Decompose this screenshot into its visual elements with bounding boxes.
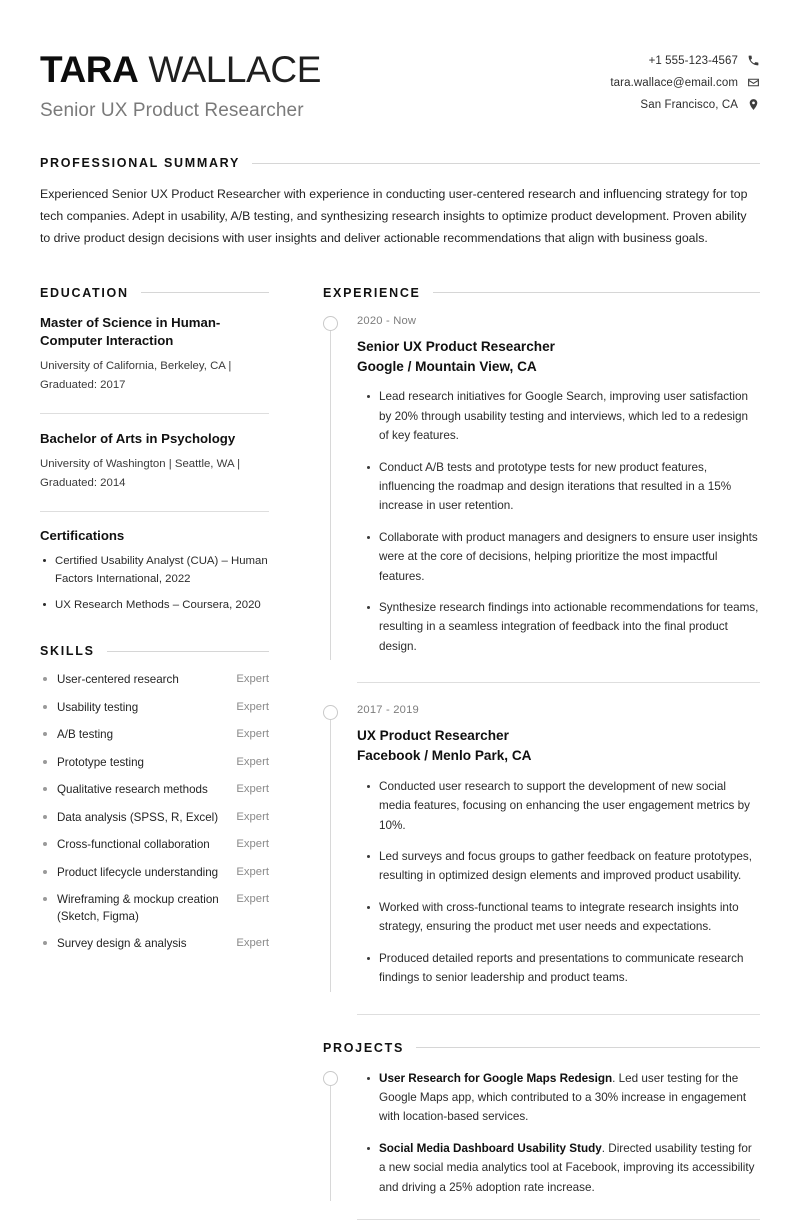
header-job-title: Senior UX Product Researcher — [40, 100, 304, 122]
skill-level: Expert — [236, 810, 269, 823]
sidebar-divider — [40, 511, 269, 512]
skill-item — [40, 782, 269, 798]
contact-email-value: tara.wallace@email.com — [610, 76, 738, 89]
skill-item — [40, 672, 269, 688]
projects-heading — [323, 1041, 760, 1055]
skill-name: Survey design & analysis — [40, 936, 226, 952]
skill-item — [40, 936, 269, 952]
timeline-marker-icon — [323, 1071, 338, 1086]
project-description: . Directed usability testing for a new social media analytics tool at Facebook, improving its accessibility and driving a 25% adoption rate increase. — [379, 1141, 755, 1194]
experience-divider — [357, 682, 760, 683]
certifications-list — [40, 552, 269, 614]
project-item — [379, 1069, 760, 1127]
last-name: WALLACE — [148, 49, 321, 90]
timeline-marker-icon — [323, 316, 338, 331]
contact-location[interactable] — [610, 98, 760, 111]
experience-bullets — [357, 387, 760, 656]
timeline-line — [330, 1071, 331, 1202]
projects-list — [357, 1069, 760, 1198]
skills-heading — [40, 644, 269, 658]
skills-section — [40, 644, 269, 952]
certification-item: Certified Usability Analyst (CUA) – Human Factors International, 2022 — [40, 552, 269, 588]
sidebar-divider — [40, 413, 269, 414]
main-column — [285, 286, 760, 1220]
experience-role: Senior UX Product Researcher — [357, 338, 555, 354]
experience-bullet: Lead research initiatives for Google Search, improving user satisfaction by 20% through usability testing and interviews, which led to a redesign of key features. — [379, 387, 760, 445]
resume-header — [40, 40, 760, 122]
skill-level: Expert — [236, 893, 269, 906]
skill-level: Expert — [236, 700, 269, 713]
skill-level: Expert — [236, 865, 269, 878]
skill-level: Expert — [236, 755, 269, 768]
skill-level: Expert — [236, 838, 269, 851]
contact-list — [610, 48, 760, 111]
sidebar-column — [40, 286, 285, 953]
skill-level: Expert — [236, 783, 269, 796]
project-name: Social Media Dashboard Usability Study — [379, 1141, 602, 1155]
experience-bullet: Worked with cross-functional teams to integrate research insights into strategy, ensuring the product met user needs and expectations. — [379, 898, 760, 937]
education-degree: Bachelor of Arts in Psychology — [40, 431, 236, 447]
skill-item — [40, 727, 269, 743]
experience-bullet: Collaborate with product managers and designers to ensure user insights were at the core of decisions, helping prioritize the most impactful features. — [379, 528, 760, 586]
education-item — [40, 314, 269, 396]
summary-heading — [40, 156, 760, 170]
experience-bullets — [357, 777, 760, 988]
projects-heading-label: PROJECTS — [323, 1040, 404, 1055]
skill-item — [40, 892, 269, 925]
contact-location-value: San Francisco, CA — [640, 98, 738, 111]
projects-entry — [323, 1069, 760, 1202]
education-graduated: Graduated: 2017 — [40, 378, 126, 391]
professional-summary-section — [40, 156, 760, 250]
contact-phone-value: +1 555-123-4567 — [648, 54, 738, 67]
summary-heading-label: PROFESSIONAL SUMMARY — [40, 156, 240, 171]
experience-timeline — [323, 314, 760, 1015]
timeline-marker-icon — [323, 705, 338, 720]
heading-rule — [416, 1047, 760, 1048]
education-section — [40, 286, 269, 615]
skill-item — [40, 700, 269, 716]
full-name — [40, 50, 321, 89]
skill-level: Expert — [236, 936, 269, 949]
skill-name: Usability testing — [40, 700, 226, 716]
heading-rule — [252, 163, 760, 164]
skill-level: Expert — [236, 728, 269, 741]
heading-rule — [141, 292, 269, 293]
education-degree: Master of Science in Human-Computer Interaction — [40, 314, 221, 349]
skill-name: Cross-functional collaboration — [40, 837, 226, 853]
certification-item: UX Research Methods – Coursera, 2020 — [40, 596, 269, 614]
experience-entry — [323, 703, 760, 991]
certifications-block — [40, 528, 269, 614]
experience-bullet: Conduct A/B tests and prototype tests for new product features, influencing the roadmap and design iterations that resulted in a 15% increase in user retention. — [379, 458, 760, 516]
experience-section — [323, 286, 760, 1015]
skill-name: Data analysis (SPSS, R, Excel) — [40, 810, 226, 826]
experience-heading — [323, 286, 760, 300]
experience-entry — [323, 314, 760, 660]
experience-bullet: Synthesize research findings into actionable recommendations for teams, resulting in a seamless integration of feedback into the final product design. — [379, 598, 760, 656]
name-block — [40, 48, 321, 122]
timeline-line — [330, 316, 331, 660]
experience-bullet: Conducted user research to support the development of new social media features, focusing on enhancing the user engagement metrics by 10%. — [379, 777, 760, 835]
envelope-icon — [747, 76, 760, 89]
contact-phone[interactable] — [610, 54, 760, 67]
skill-name: Wireframing & mockup creation (Sketch, Figma) — [40, 892, 226, 925]
projects-timeline — [323, 1069, 760, 1220]
first-name: TARA — [40, 49, 139, 90]
skill-name: Product lifecycle understanding — [40, 865, 226, 881]
skill-item — [40, 837, 269, 853]
skill-item — [40, 865, 269, 881]
experience-role: UX Product Researcher — [357, 728, 509, 744]
heading-rule — [107, 651, 269, 652]
education-item — [40, 430, 269, 494]
project-item — [379, 1139, 760, 1197]
skills-heading-label: SKILLS — [40, 644, 95, 659]
experience-divider — [357, 1014, 760, 1015]
experience-dates: 2020 - Now — [357, 314, 417, 327]
heading-rule — [433, 292, 760, 293]
location-pin-icon — [747, 98, 760, 111]
contact-email[interactable] — [610, 76, 760, 89]
certifications-title: Certifications — [40, 528, 125, 544]
skill-name: User-centered research — [40, 672, 226, 688]
education-school: University of Washington | Seattle, WA | — [40, 458, 241, 471]
projects-section — [323, 1041, 760, 1220]
timeline-line — [330, 705, 331, 991]
experience-company: Google / Mountain View, CA — [357, 358, 537, 374]
experience-dates: 2017 - 2019 — [357, 704, 419, 717]
skill-name: Prototype testing — [40, 755, 226, 771]
skill-name: Qualitative research methods — [40, 782, 226, 798]
experience-company: Facebook / Menlo Park, CA — [357, 748, 532, 764]
skill-level: Expert — [236, 673, 269, 686]
skill-name: A/B testing — [40, 727, 226, 743]
education-graduated: Graduated: 2014 — [40, 476, 126, 489]
education-heading-label: EDUCATION — [40, 285, 129, 300]
skill-item — [40, 755, 269, 771]
education-heading — [40, 286, 269, 300]
content-columns — [40, 286, 760, 1220]
project-name: User Research for Google Maps Redesign — [379, 1071, 613, 1085]
phone-icon — [747, 54, 760, 67]
experience-bullet: Produced detailed reports and presentations to communicate research findings to senior leadership and product teams. — [379, 949, 760, 988]
skill-item — [40, 810, 269, 826]
experience-heading-label: EXPERIENCE — [323, 285, 421, 300]
project-description: . Led user testing for the Google Maps app, which contributed to a 30% increase in engagement with location-based services. — [379, 1071, 747, 1124]
experience-bullet: Led surveys and focus groups to gather feedback on feature prototypes, resulting in optimized design elements and improved product usability. — [379, 847, 760, 886]
education-school: University of California, Berkeley, CA | — [40, 360, 232, 373]
summary-text: Experienced Senior UX Product Researcher with experience in conducting user-centered research and influencing strategy for top tech companies. Adept in usability, A/B testing, and synthesizing research insights to optimize product development. Proven ability to drive product design decisions with user insights and deliver actionable recommendations that align with business goals. — [40, 187, 748, 245]
